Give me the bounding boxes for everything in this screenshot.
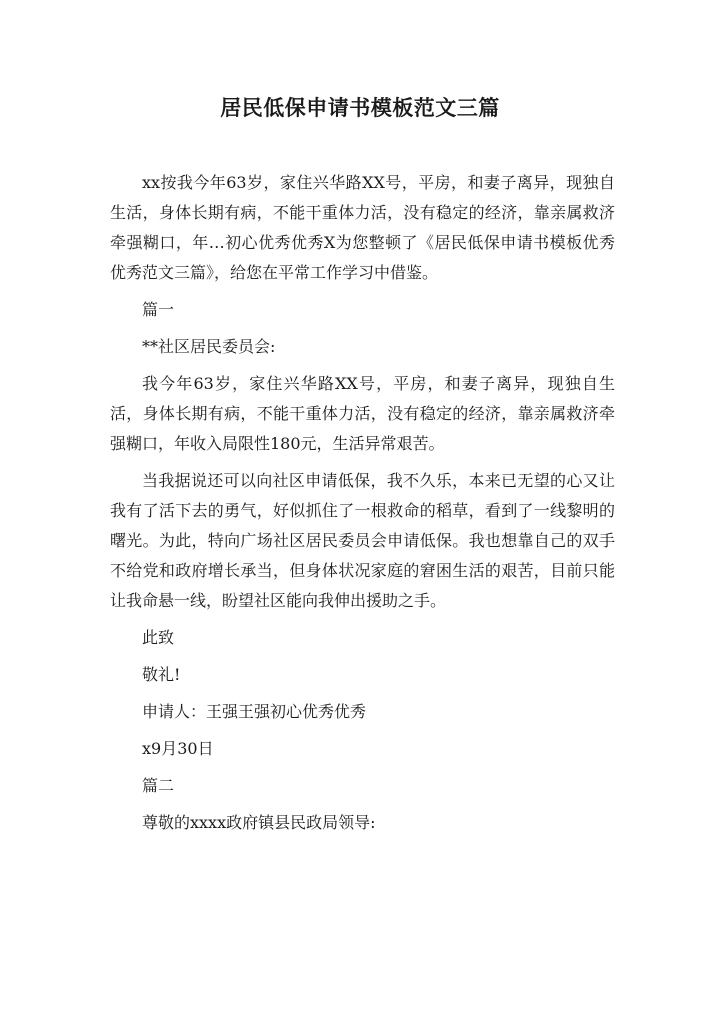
- salutation-1: **社区居民委员会:: [142, 337, 276, 356]
- section-heading-1: 篇一: [142, 300, 175, 319]
- closing-line-2: 敬礼!: [142, 665, 181, 684]
- body-paragraph-1: 我今年63岁，家住兴华路XX号，平房，和妻子离异，现独自生活，身体长期有病，不能干重体力活，没有稳定的经济，靠亲属救济牵强糊口，年收入局限性180元，生活异常艰苦。: [110, 374, 615, 453]
- intro-paragraph: xx按我今年63岁，家住兴华路XX号，平房，和妻子离异，现独自生活，身体长期有病，不能干重体力活，没有稳定的经济，靠亲属救济牵强糊口，年…初心优秀优秀X为您整顿了《居民低保申请书模板优秀优秀范文三篇》，给您在平常工作学习中借鉴。: [110, 173, 615, 282]
- body-paragraph-2: 当我据说还可以向社区申请低保，我不久乐，本来已无望的心又让我有了活下去的勇气，好似抓住了一根救命的稻草，看到了一线黎明的曙光。为此，特向广场社区居民委员会申请低保。我也想靠自己的双手不给党和政府增长承当，但身体状况家庭的窘困生活的艰苦，目前只能让我命悬一线，盼望社区能向我伸出援助之手。: [110, 471, 615, 610]
- document-title: 居民低保申请书模板范文三篇: [220, 95, 500, 120]
- closing-line-1: 此致: [142, 628, 175, 647]
- date-line: x9月30日: [142, 739, 214, 758]
- salutation-2: 尊敬的xxxx政府镇县民政局领导:: [142, 813, 376, 832]
- document-body: [110, 168, 615, 845]
- applicant-line: 申请人：王强王强初心优秀优秀: [142, 702, 367, 721]
- section-heading-2: 篇二: [142, 776, 175, 795]
